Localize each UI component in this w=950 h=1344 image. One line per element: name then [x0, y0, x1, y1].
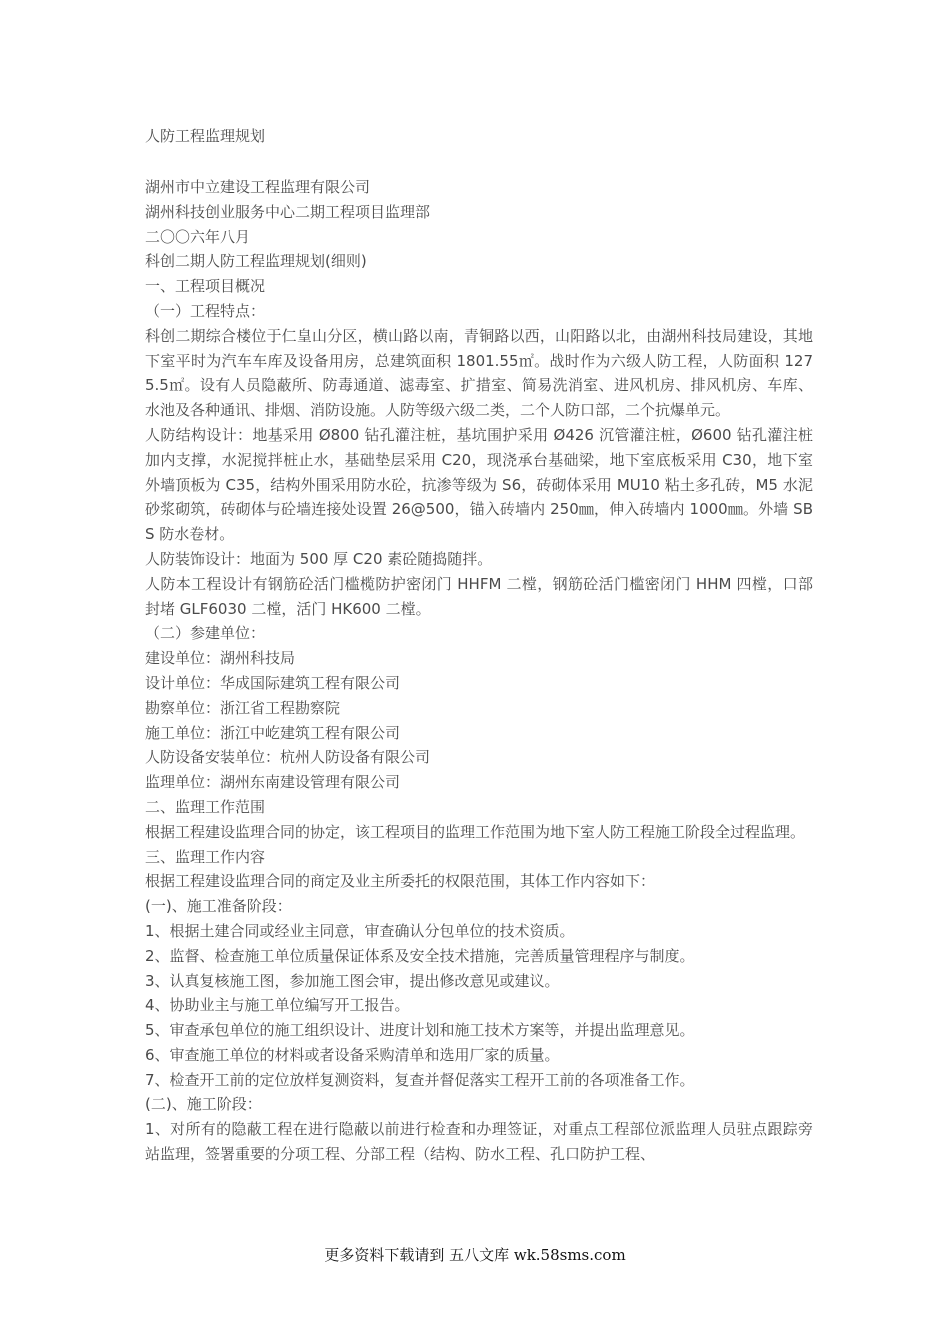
company-name: 湖州市中立建设工程监理有限公司	[145, 178, 371, 196]
paragraph-scope: 根据工程建设监理合同的协定，该工程项目的监理工作范围为地下室人防工程施工阶段全过程监理。	[145, 822, 806, 841]
document-title: 人防工程监理规划	[145, 127, 266, 145]
subsection-heading: （一）工程特点：	[145, 301, 266, 320]
list-item: 1、根据土建合同或经业主同意，审查确认分包单位的技术资质。	[145, 921, 575, 940]
list-item: 4、协助业主与施工单位编写开工报告。	[145, 996, 410, 1015]
unit-line: 人防设备安装单位：杭州人防设备有限公司	[145, 748, 431, 767]
document-body	[145, 124, 813, 1167]
unit-line: 监理单位：湖州东南建设管理有限公司	[145, 773, 401, 792]
section-heading-1: 一、工程项目概况	[145, 277, 266, 296]
document-lines	[145, 175, 813, 1167]
list-item: 5、审查承包单位的施工组织设计、进度计划和施工技术方案等，并提出监理意见。	[145, 1021, 695, 1040]
section-heading-2: 二、监理工作范围	[145, 797, 266, 816]
list-item: 2、监督、检查施工单位质量保证体系及安全技术措施，完善质量管理程序与制度。	[145, 946, 695, 965]
subsection-heading: （二）参建单位：	[145, 624, 266, 643]
unit-line: 设计单位：华成国际建筑工程有限公司	[145, 673, 401, 692]
list-item: 3、认真复核施工图，参加施工图会审，提出修改意见或建议。	[145, 971, 560, 990]
unit-line: 施工单位：浙江中屹建筑工程有限公司	[145, 723, 401, 742]
paragraph-overview: 科创二期综合楼位于仁皇山分区，横山路以南，青铜路以西，山阳路以北，由湖州科技局建设，其地下室平时为汽车车库及设备用房，总建筑面积 1801.55㎡。战时作为六级人防工程，人防面积 1275.5㎡。设有人员隐蔽所、防毒通道、滤毒室、扩措室、简易洗消室、进风机房、排风机房、车库、水池及各种通讯、排烟、消防设施。人防等级六级二类，二个人防口部，二个抗爆单元。	[145, 326, 813, 420]
subsection-heading: (一)、施工准备阶段：	[145, 897, 292, 916]
department-name: 湖州科技创业服务中心二期工程项目监理部	[145, 202, 431, 221]
unit-line: 勘察单位：浙江省工程勘察院	[145, 698, 341, 717]
paragraph-doors: 人防本工程设计有钢筋砼活门槛榄防护密闭门 HHFM 二樘，钢筋砼活门槛密闭门 HHM 四樘，口部封堵 GLF6030 二樘，活门 HK600 二樘。	[145, 574, 813, 618]
list-item: 7、检查开工前的定位放样复测资料，复查并督促落实工程开工前的各项准备工作。	[145, 1070, 695, 1089]
subtitle: 科创二期人防工程监理规划(细则)	[145, 252, 367, 271]
subsection-heading: (二)、施工阶段：	[145, 1095, 262, 1114]
unit-line: 建设单位：湖州科技局	[145, 649, 296, 668]
download-footer: 更多资料下载请到 五八文库 wk.58sms.com	[324, 1246, 626, 1264]
list-item: 6、审查施工单位的材料或者设备采购清单和选用厂家的质量。	[145, 1045, 560, 1064]
paragraph-content-intro: 根据工程建设监理合同的商定及业主所委托的权限范围，其体工作内容如下：	[145, 872, 656, 891]
list-item: 1、对所有的隐蔽工程在进行隐蔽以前进行检查和办理签证，对重点工程部位派监理人员驻点跟踪旁站监理，签署重要的分项工程、分部工程（结构、防水工程、孔口防护工程、	[145, 1120, 813, 1164]
paragraph-structure: 人防结构设计：地基采用 Ø800 钻孔灌注桩，基坑围护采用 Ø426 沉管灌注桩，Ø600 钻孔灌注桩加内支撑，水泥搅拌桩止水，基础垫层采用 C20，现浇承台基础梁，地下室底板采用 C30，地下室外墙顶板为 C35，结构外围采用防水砼，抗渗等级为 S6，砖砌体采用 MU10 粘土多孔砖，M5 水泥砂浆砌筑，砖砌体与砼墙连接处设置 26@500，锚入砖墙内 250㎜，伸入砖墙内 1000㎜。外墙 SBS 防水卷材。	[145, 425, 813, 544]
paragraph-decoration: 人防装饰设计：地面为 500 厚 C20 素砼随捣随拌。	[145, 549, 493, 568]
section-heading-3: 三、监理工作内容	[145, 847, 266, 866]
document-date: 二〇〇六年八月	[145, 227, 251, 246]
